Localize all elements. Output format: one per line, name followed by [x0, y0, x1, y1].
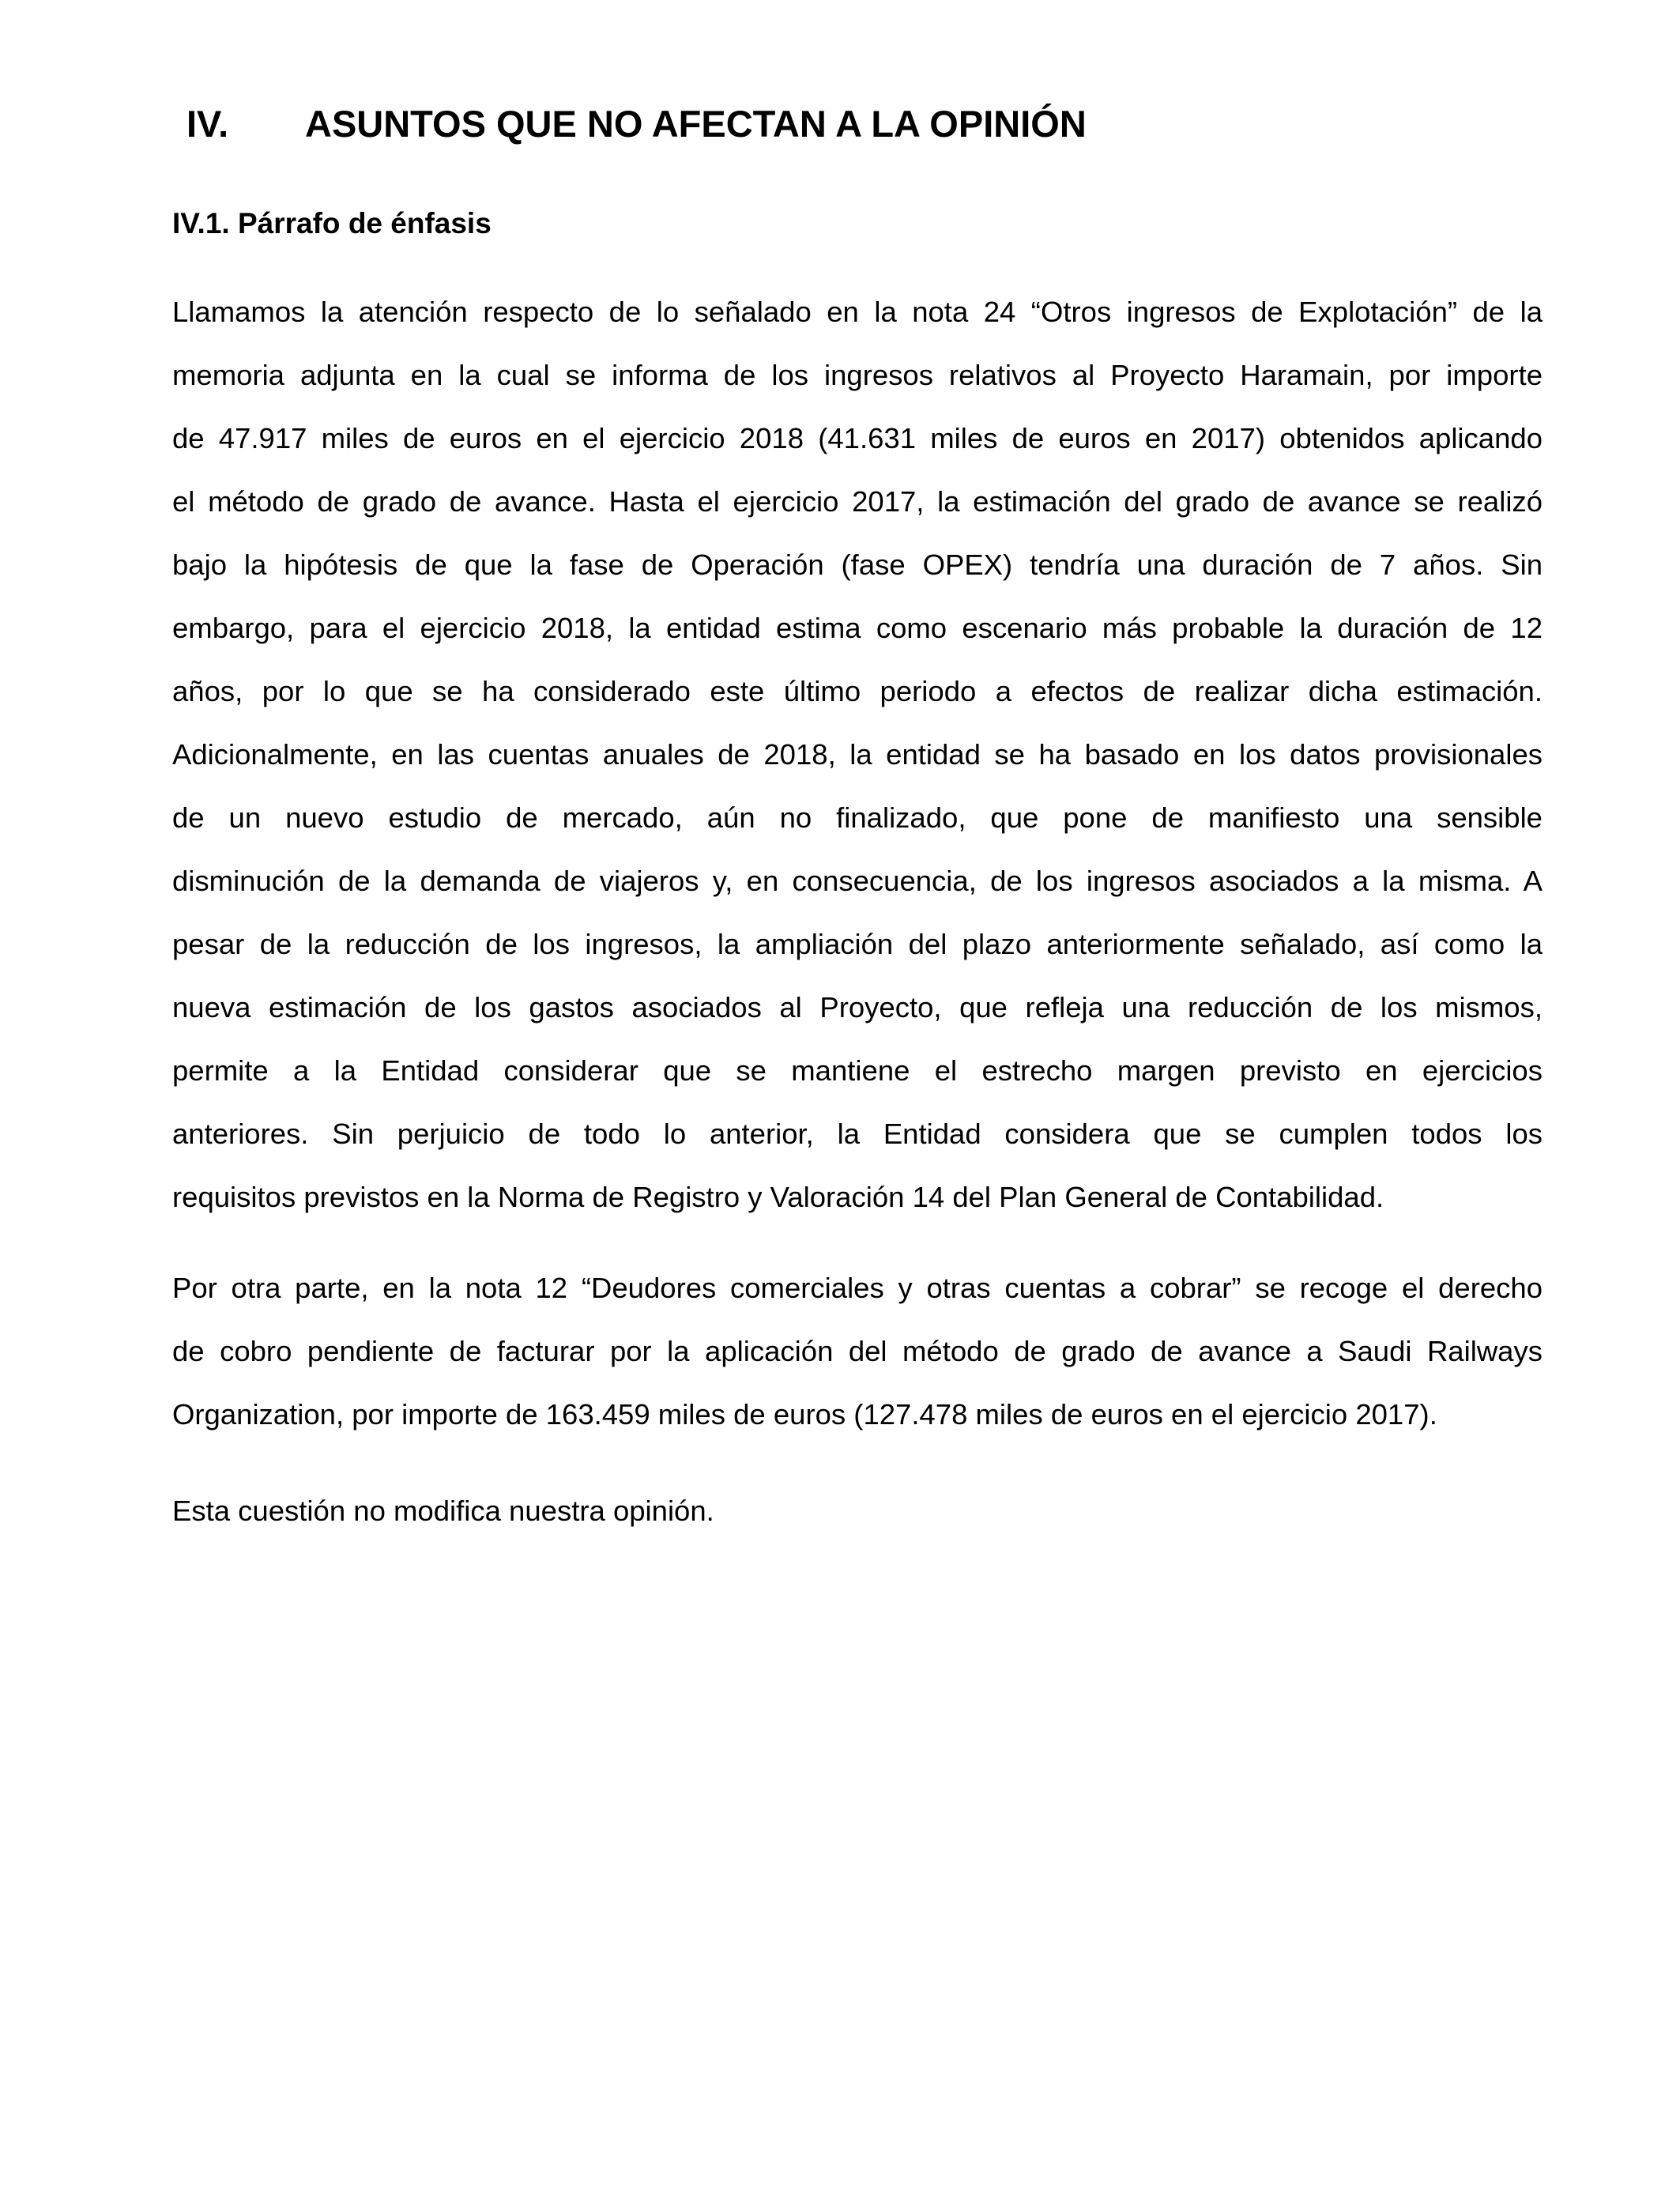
conclusion-paragraph — [172, 1480, 1543, 1543]
subsection-heading: IV.1. Párrafo de énfasis — [172, 207, 492, 239]
paragraph-line: Llamamos la atención respecto de lo señalado en la nota 24 “Otros ingresos de Explotación” de la — [172, 296, 1543, 328]
paragraph-line: requisitos previstos en la Norma de Registro y Valoración 14 del Plan General de Contabilidad. — [172, 1181, 1384, 1213]
receivables-paragraph — [172, 1257, 1543, 1446]
paragraph-line: el método de grado de avance. Hasta el ejercicio 2017, la estimación del grado de avance se realizó — [172, 485, 1543, 518]
paragraph-line: Organization, por importe de 163.459 miles de euros (127.478 miles de euros en el ejercicio 2017). — [172, 1398, 1437, 1431]
paragraph-line: nueva estimación de los gastos asociados al Proyecto, que refleja una reducción de los mismos, — [172, 991, 1543, 1023]
section-title: ASUNTOS QUE NO AFECTAN A LA OPINIÓN — [305, 103, 1087, 145]
paragraph-line: pesar de la reducción de los ingresos, la ampliación del plazo anteriormente señalado, así como la — [172, 928, 1543, 960]
paragraph-line: bajo la hipótesis de que la fase de Operación (fase OPEX) tendría una duración de 7 años. Sin — [172, 548, 1543, 581]
paragraph-line: embargo, para el ejercicio 2018, la entidad estima como escenario más probable la duración de 12 — [172, 612, 1543, 644]
paragraph-line: Por otra parte, en la nota 12 “Deudores comerciales y otras cuentas a cobrar” se recoge el derecho — [172, 1272, 1543, 1304]
paragraph-line: de 47.917 miles de euros en el ejercicio 2018 (41.631 miles de euros en 2017) obtenidos aplicando — [172, 422, 1543, 454]
paragraph-line: Esta cuestión no modifica nuestra opinión. — [172, 1495, 714, 1527]
section-heading — [186, 96, 1087, 152]
section-number: IV. — [186, 103, 229, 145]
paragraph-line: memoria adjunta en la cual se informa de los ingresos relativos al Proyecto Haramain, por importe — [172, 359, 1543, 391]
paragraph-line: disminución de la demanda de viajeros y, en consecuencia, de los ingresos asociados a la misma. A — [172, 865, 1543, 897]
paragraph-line: permite a la Entidad considerar que se mantiene el estrecho margen previsto en ejercicios — [172, 1054, 1543, 1087]
paragraph-line: de cobro pendiente de facturar por la aplicación del método de grado de avance a Saudi Railways — [172, 1335, 1543, 1367]
paragraph-line: Adicionalmente, en las cuentas anuales de 2018, la entidad se ha basado en los datos provisionales — [172, 738, 1543, 771]
paragraph-line: años, por lo que se ha considerado este último periodo a efectos de realizar dicha estimación. — [172, 675, 1543, 707]
paragraph-line: anteriores. Sin perjuicio de todo lo anterior, la Entidad considera que se cumplen todos los — [172, 1118, 1543, 1150]
emphasis-paragraph — [172, 281, 1543, 1229]
paragraph-line: de un nuevo estudio de mercado, aún no finalizado, que pone de manifiesto una sensible — [172, 801, 1543, 834]
